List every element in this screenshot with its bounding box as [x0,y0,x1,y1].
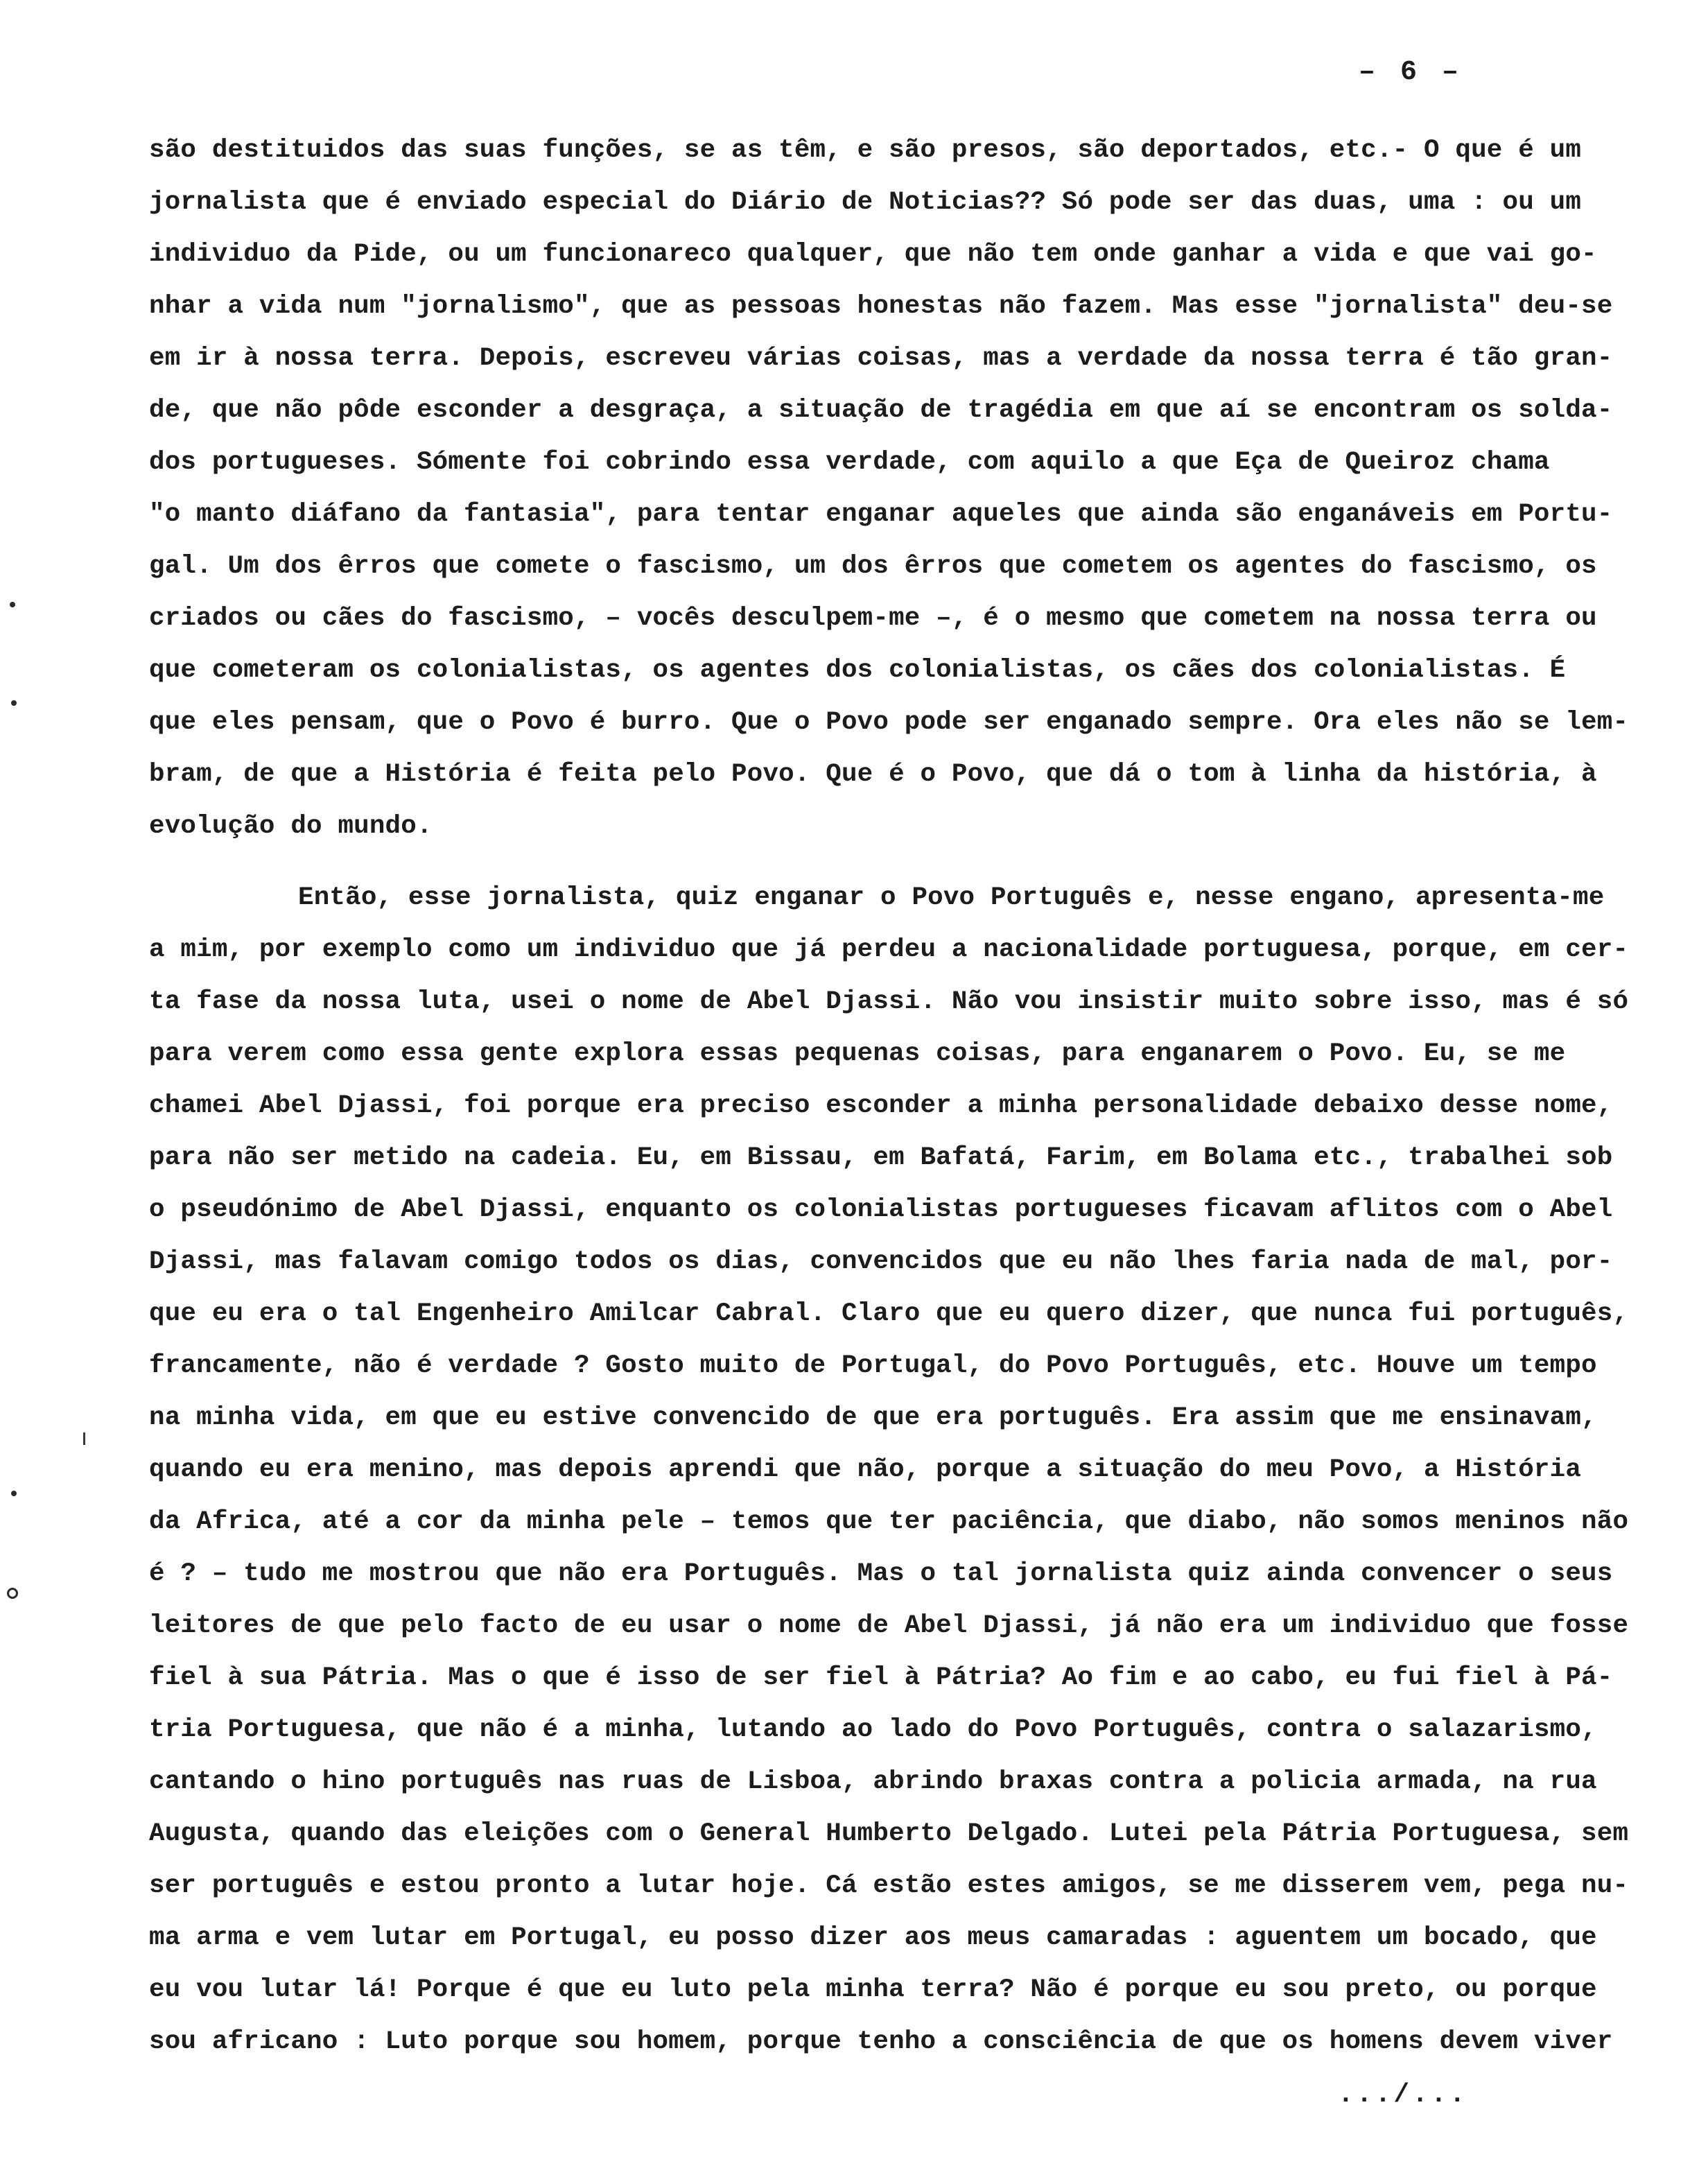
text-line: evolução do mundo. [149,812,433,841]
text-line: quando eu era menino, mas depois aprendi que não, porque a situação do meu Povo, a História [149,1455,1582,1484]
text-line: tria Portuguesa, que não é a minha, lutando ao lado do Povo Português, contra o salazarismo, [149,1715,1597,1744]
text-line: em ir à nossa terra. Depois, escreveu várias coisas, mas a verdade da nossa terra é tão gran- [149,344,1613,373]
text-line: para não ser metido na cadeia. Eu, em Bissau, em Bafatá, Farim, em Bolama etc., trabalhei sob [149,1143,1613,1172]
margin-speck [83,1432,85,1445]
text-line: eu vou lutar lá! Porque é que eu luto pela minha terra? Não é porque eu sou preto, ou porque [149,1975,1597,2004]
text-line: "o manto diáfano da fantasia", para tentar enganar aqueles que ainda são enganáveis em Portu- [149,500,1613,529]
text-line: gal. Um dos êrros que comete o fascismo, um dos êrros que cometem os agentes do fascismo, os [149,552,1597,581]
text-line: fiel à sua Pátria. Mas o que é isso de ser fiel à Pátria? Ao fim e ao cabo, eu fui fiel à Pá- [149,1663,1613,1692]
text-line: que eu era o tal Engenheiro Amilcar Cabral. Claro que eu quero dizer, que nunca fui português, [149,1299,1629,1328]
text-line: ma arma e vem lutar em Portugal, eu posso dizer aos meus camaradas : aguentem um bocado, que [149,1923,1597,1952]
margin-speck [10,602,15,607]
text-line: bram, de que a História é feita pelo Povo. Que é o Povo, que dá o tom à linha da história, à [149,760,1597,789]
text-line: dos portugueses. Sómente foi cobrindo essa verdade, com aquilo a que Eça de Queiroz chama [149,448,1550,477]
text-line: a mim, por exemplo como um individuo que já perdeu a nacionalidade portuguesa, porque, em cer- [149,935,1629,964]
text-line: individuo da Pide, ou um funcionareco qualquer, que não tem onde ganhar a vida e que vai go- [149,240,1597,269]
text-line: nhar a vida num "jornalismo", que as pessoas honestas não fazem. Mas esse "jornalista" deu-se [149,292,1613,321]
text-line: de, que não pôde esconder a desgraça, a situação de tragédia em que aí se encontram os solda- [149,396,1613,425]
text-line: para verem como essa gente explora essas pequenas coisas, para enganarem o Povo. Eu, se me [149,1039,1566,1068]
text-line: criados ou cães do fascismo, – vocês desculpem-me –, é o mesmo que cometem na nossa terra ou [149,604,1597,633]
text-line: ser português e estou pronto a lutar hoje. Cá estão estes amigos, se me disserem vem, pega nu- [149,1871,1629,1900]
text-line: Djassi, mas falavam comigo todos os dias, convencidos que eu não lhes faria nada de mal, por- [149,1247,1613,1276]
text-line: sou africano : Luto porque sou homem, porque tenho a consciência de que os homens devem viver [149,2027,1613,2056]
page-number: – 6 – [1359,57,1463,88]
paragraph-2 [149,872,1684,2068]
margin-speck [7,1588,18,1599]
body-text [149,125,1684,2068]
text-line: Augusta, quando das eleições com o General Humberto Delgado. Lutei pela Pátria Portuguesa, sem [149,1819,1629,1848]
text-line: leitores de que pelo facto de eu usar o nome de Abel Djassi, já não era um individuo que fosse [149,1611,1629,1640]
text-line: cantando o hino português nas ruas de Lisboa, abrindo braxas contra a policia armada, na rua [149,1767,1597,1796]
text-line: chamei Abel Djassi, foi porque era preciso esconder a minha personalidade debaixo desse nome, [149,1091,1613,1120]
text-line: jornalista que é enviado especial do Diário de Noticias?? Só pode ser das duas, uma : ou um [149,188,1582,217]
text-line: francamente, não é verdade ? Gosto muito de Portugal, do Povo Português, etc. Houve um tempo [149,1351,1597,1380]
margin-speck [11,700,17,706]
text-line: Então, esse jornalista, quiz enganar o Povo Português e, nesse engano, apresenta-me [298,883,1605,912]
margin-speck [11,1491,17,1496]
text-line: ta fase da nossa luta, usei o nome de Abel Djassi. Não vou insistir muito sobre isso, mas é só [149,987,1629,1016]
paragraph-1 [149,125,1684,853]
text-line: é ? – tudo me mostrou que não era Português. Mas o tal jornalista quiz ainda convencer o seus [149,1559,1613,1588]
continuation-mark: .../... [1338,2080,1468,2110]
text-line: na minha vida, em que eu estive convencido de que era português. Era assim que me ensinavam, [149,1403,1597,1432]
text-line: que eles pensam, que o Povo é burro. Que o Povo pode ser enganado sempre. Ora eles não se lem- [149,708,1629,737]
text-line: que cometeram os colonialistas, os agentes dos colonialistas, os cães dos colonialistas. É [149,656,1566,685]
text-line: da Africa, até a cor da minha pele – temos que ter paciência, que diabo, não somos meninos não [149,1507,1629,1536]
text-line: o pseudónimo de Abel Djassi, enquanto os colonialistas portugueses ficavam aflitos com o Abel [149,1195,1613,1224]
text-line: são destituidos das suas funções, se as têm, e são presos, são deportados, etc.- O que é um [149,136,1582,165]
